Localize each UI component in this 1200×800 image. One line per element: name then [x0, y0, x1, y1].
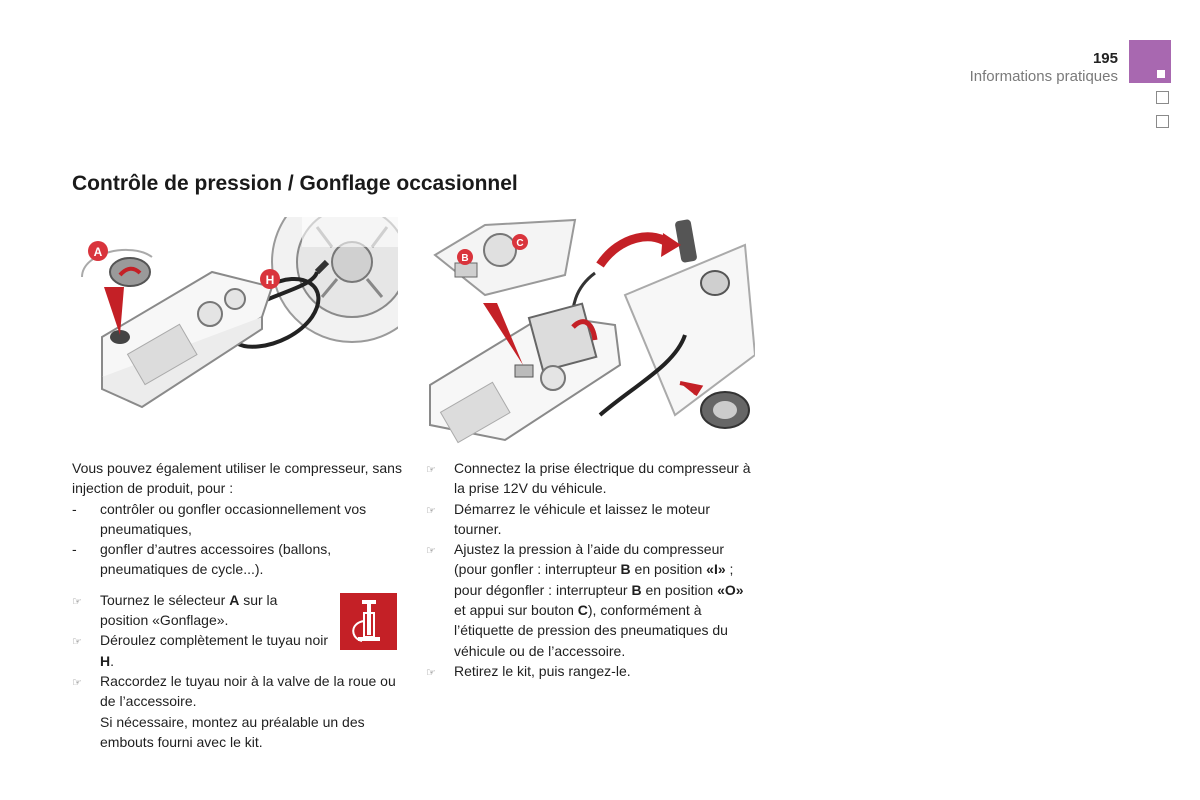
dash-marker: - [72, 541, 77, 558]
list-item [72, 499, 402, 540]
pointing-hand-icon: ☞ [426, 545, 436, 558]
page-title: Contrôle de pression / Gonflage occasionnel [72, 172, 518, 195]
label-h: H [265, 273, 275, 287]
step-text: Retirez le kit, puis rangez-le. [454, 662, 631, 679]
step-text: Connectez la prise électrique du compresseur à la prise 12V du véhicule. [454, 460, 751, 497]
step-text: Démarrez le véhicule et laissez le moteur tourner. [454, 500, 710, 537]
intro-item: contrôler ou gonfler occasionnellement vos pneumatiques, [100, 500, 367, 537]
step-ref: H [100, 652, 111, 669]
pointing-hand-icon: ☞ [72, 636, 82, 649]
section-name: Informations pratiques [969, 68, 1118, 85]
intro-item: gonfler d’autres accessoires (ballons, pneumatiques de cycle...). [100, 541, 332, 578]
pointing-hand-icon: ☞ [426, 464, 436, 476]
step-item [72, 671, 402, 752]
step-text: Raccordez le tuyau noir à la valve de la roue ou de l’accessoire. [100, 672, 396, 710]
label-c: C [516, 238, 524, 249]
step-item [426, 661, 756, 683]
pointing-hand-icon: ☞ [426, 504, 436, 517]
step-item [72, 590, 312, 631]
step-text: Déroulez complètement le tuyau noir [100, 632, 329, 649]
step-ref: A [229, 591, 240, 608]
label-a: A [93, 245, 103, 259]
tire-pump-icon [340, 593, 397, 650]
steps-right [426, 458, 756, 683]
step-text: Tournez le sélecteur [100, 591, 230, 608]
power-socket-illustration [425, 215, 755, 447]
section-tab-box [1156, 115, 1169, 128]
pointing-hand-icon: ☞ [72, 595, 82, 608]
step-text: sur la position «Gonflage». [100, 591, 278, 629]
dash-marker: - [72, 500, 77, 517]
step-note: Si nécessaire, montez au préalable un des embouts fourni avec le kit. [100, 713, 365, 750]
compressor-illustration [72, 217, 398, 447]
pointing-hand-icon: ☞ [72, 676, 82, 689]
step-text: . [110, 652, 115, 669]
step-item [426, 458, 756, 499]
step-text: Ajustez la pression à l’aide du compresseur (pour gonfler : interrupteur B en position «I» ; pour dégonfler : interrupteur B en position «O» et appui sur bouton C), conformément à l’étiquette de pression des pneumatiques du véhicule ou de l’accessoire. [454, 541, 744, 659]
list-item [72, 539, 402, 580]
step-item [426, 499, 756, 540]
pointing-hand-icon: ☞ [426, 666, 436, 679]
section-tab-box [1156, 91, 1169, 104]
step-item [72, 630, 332, 671]
label-b: B [461, 253, 469, 264]
page-header [970, 50, 1118, 86]
section-tab-marker [1157, 70, 1165, 78]
page-number: 195 [1092, 50, 1118, 67]
intro-text: Vous pouvez également utiliser le compresseur, sans injection de produit, pour : [72, 460, 402, 497]
step-item [426, 539, 756, 661]
